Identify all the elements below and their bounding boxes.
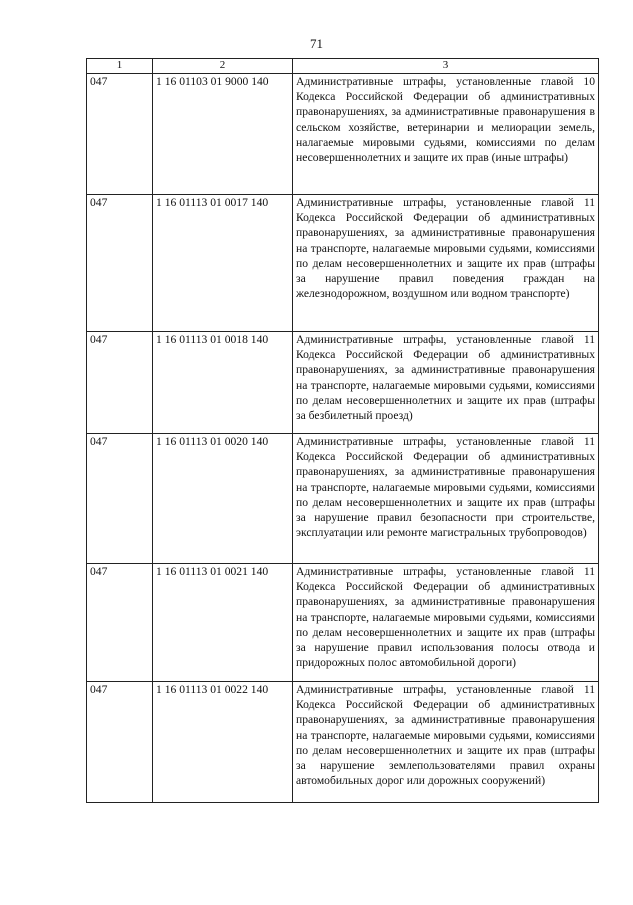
table-row bbox=[87, 195, 599, 332]
budget-code-cell: 1 16 01113 01 0017 140 bbox=[153, 195, 293, 332]
administrator-code-cell: 047 bbox=[87, 74, 153, 195]
page-number: 71 bbox=[310, 36, 323, 51]
administrator-code-cell: 047 bbox=[87, 195, 153, 332]
administrator-code-cell: 047 bbox=[87, 434, 153, 564]
administrator-code-cell: 047 bbox=[87, 682, 153, 803]
table-row bbox=[87, 434, 599, 564]
description-cell: Административные штрафы, установленные главой 11 Кодекса Российской Федерации об административных правонарушениях, за административные правонарушения на транспорте, налагаемые мировыми судьями, комиссиями по делам несовершеннолетних и защите их прав (штрафы за нарушение правил использования полосы отвода и придорожных полос автомобильной дороги) bbox=[293, 564, 599, 682]
description-cell: Административные штрафы, установленные главой 11 Кодекса Российской Федерации об административных правонарушениях, за административные правонарушения на транспорте, налагаемые мировыми судьями, комиссиями по делам несовершеннолетних и защите их прав (штрафы за нарушение правил поведения граждан на железнодорожном, воздушном или водном транспорте) bbox=[293, 195, 599, 332]
budget-code-cell: 1 16 01113 01 0020 140 bbox=[153, 434, 293, 564]
column-header: 3 bbox=[293, 59, 599, 74]
table-row bbox=[87, 682, 599, 803]
budget-code-cell: 1 16 01113 01 0022 140 bbox=[153, 682, 293, 803]
table-row bbox=[87, 564, 599, 682]
administrator-code-cell: 047 bbox=[87, 564, 153, 682]
description-cell: Административные штрафы, установленные главой 11 Кодекса Российской Федерации об административных правонарушениях, за административные правонарушения на транспорте, налагаемые мировыми судьями, комиссиями по делам несовершеннолетних и защите их прав (штрафы за безбилетный проезд) bbox=[293, 332, 599, 434]
description-cell: Административные штрафы, установленные главой 10 Кодекса Российской Федерации об административных правонарушениях, за административные правонарушения в сельском хозяйстве, ветеринарии и мелиорации земель, налагаемые мировыми судьями, комиссиями по делам несовершеннолетних и защите их прав (иные штрафы) bbox=[293, 74, 599, 195]
description-cell: Административные штрафы, установленные главой 11 Кодекса Российской Федерации об административных правонарушениях, за административные правонарушения на транспорте, налагаемые мировыми судьями, комиссиями по делам несовершеннолетних и защите их прав (штрафы за нарушение правил безопасности при строительстве, эксплуатации или ремонте магистральных трубопроводов) bbox=[293, 434, 599, 564]
table-header-row bbox=[87, 59, 599, 74]
budget-code-cell: 1 16 01113 01 0018 140 bbox=[153, 332, 293, 434]
administrator-code-cell: 047 bbox=[87, 332, 153, 434]
budget-code-cell: 1 16 01113 01 0021 140 bbox=[153, 564, 293, 682]
column-header: 1 bbox=[87, 59, 153, 74]
revenue-codes-table bbox=[86, 58, 599, 803]
column-header: 2 bbox=[153, 59, 293, 74]
table-row bbox=[87, 332, 599, 434]
description-cell: Административные штрафы, установленные главой 11 Кодекса Российской Федерации об административных правонарушениях, за административные правонарушения на транспорте, налагаемые мировыми судьями, комиссиями по делам несовершеннолетних и защите их прав (штрафы за нарушение землепользователями правил охраны автомобильных дорог или дорожных сооружений) bbox=[293, 682, 599, 803]
budget-code-cell: 1 16 01103 01 9000 140 bbox=[153, 74, 293, 195]
table-row bbox=[87, 74, 599, 195]
